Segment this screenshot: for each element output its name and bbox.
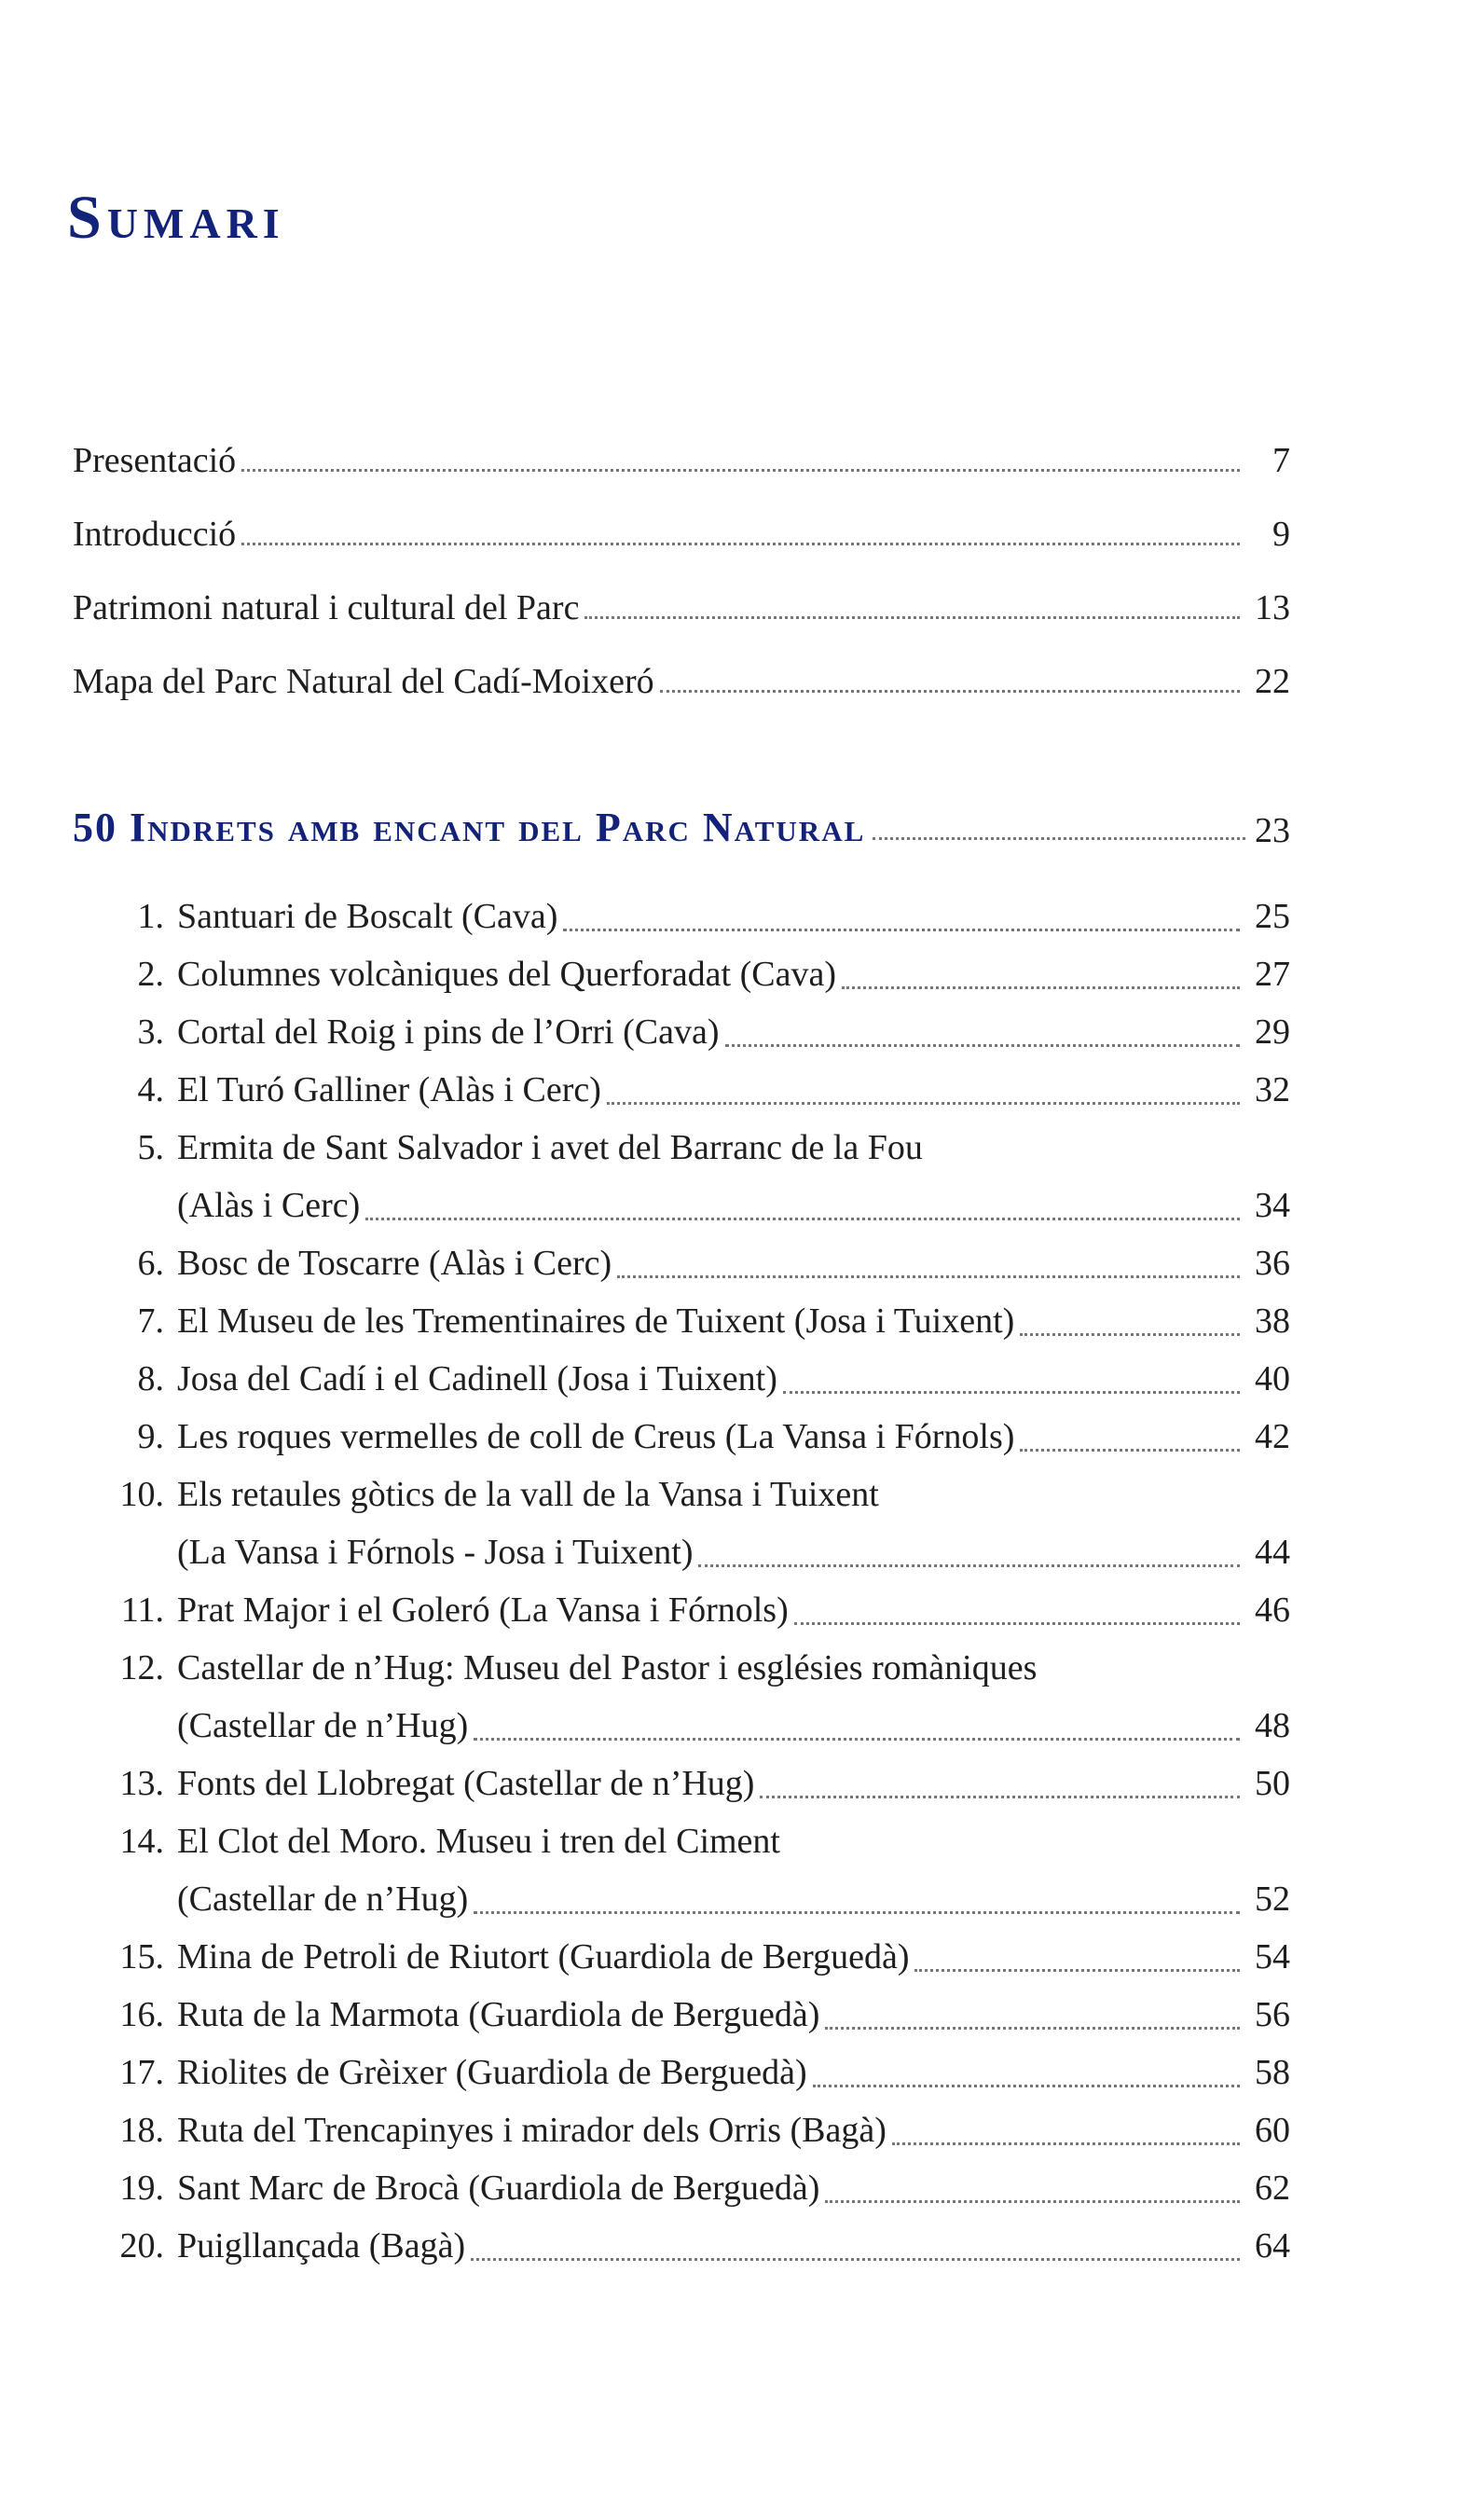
- item-title: El Museu de les Trementinaires de Tuixent (Josa i Tuixent): [177, 1301, 1015, 1341]
- item-body: [177, 1755, 1290, 1812]
- item-body: [177, 1119, 1290, 1234]
- item-page: 32: [1255, 1070, 1290, 1109]
- item-entry-line: [177, 1061, 1290, 1119]
- intro-entries: [73, 408, 1290, 703]
- toc-list-item: [89, 1639, 1290, 1755]
- leader-dots: [584, 616, 1240, 619]
- item-entry-line: [177, 1523, 1290, 1581]
- section-title: 50 Indrets amb encant del Parc Natural: [73, 805, 866, 850]
- leader-dots: [563, 929, 1240, 931]
- item-page: 60: [1255, 2111, 1290, 2150]
- item-entry-line: [177, 1986, 1290, 2044]
- item-page: 56: [1255, 1995, 1290, 2034]
- item-page: 46: [1255, 1590, 1290, 1630]
- item-page: 48: [1255, 1706, 1290, 1745]
- item-body: [177, 1639, 1290, 1755]
- leader-dots: [783, 1391, 1240, 1394]
- item-entry-line: [177, 2159, 1290, 2217]
- toc-entry: [73, 629, 1290, 703]
- leader-dots: [825, 2200, 1240, 2203]
- leader-dots: [365, 1218, 1240, 1220]
- item-page: 42: [1255, 1417, 1290, 1456]
- item-entry-line: [177, 1697, 1290, 1755]
- item-title: Ruta de la Marmota (Guardiola de Berguedà): [177, 1995, 820, 2034]
- entry-label: Presentació: [73, 441, 237, 480]
- item-body: [177, 1408, 1290, 1466]
- item-number: 2.: [137, 955, 164, 994]
- item-page: 34: [1255, 1186, 1290, 1225]
- toc-list-item: [89, 888, 1290, 945]
- item-title: Santuari de Boscalt (Cava): [177, 897, 558, 936]
- item-body: [177, 1466, 1290, 1581]
- item-title: Sant Marc de Brocà (Guardiola de Berguedà): [177, 2169, 820, 2208]
- entry-label: Mapa del Parc Natural del Cadí-Moixeró: [73, 662, 654, 701]
- item-title-line: [177, 1812, 1290, 1870]
- item-entry-line: [177, 1870, 1290, 1928]
- leader-dots: [474, 1911, 1240, 1914]
- leader-dots: [1020, 1449, 1240, 1452]
- item-body: [177, 888, 1290, 945]
- toc-list-item: [89, 2101, 1290, 2159]
- item-entry-line: [177, 888, 1290, 945]
- item-title: Les roques vermelles de coll de Creus (La Vansa i Fórnols): [177, 1417, 1015, 1456]
- toc-list-item: [89, 1928, 1290, 1986]
- item-number: 10.: [119, 1475, 164, 1514]
- entry-page: 7: [1272, 441, 1290, 480]
- toc-list-item: [89, 1466, 1290, 1581]
- item-subtitle: (La Vansa i Fórnols - Josa i Tuixent): [177, 1533, 694, 1572]
- item-entry-line: [177, 1003, 1290, 1061]
- item-title: El Clot del Moro. Museu i tren del Ciment: [177, 1822, 780, 1861]
- toc-list-item: [89, 1292, 1290, 1350]
- item-number: 5.: [137, 1128, 164, 1167]
- leader-dots: [660, 690, 1240, 693]
- item-body: [177, 2159, 1290, 2217]
- item-page: 27: [1255, 955, 1290, 994]
- item-title: Puigllançada (Bagà): [177, 2226, 466, 2265]
- section-heading: [73, 804, 1290, 851]
- item-entry-line: [177, 1234, 1290, 1292]
- toc-list-item: [89, 2044, 1290, 2101]
- item-page: 50: [1255, 1764, 1290, 1803]
- item-number: 11.: [120, 1590, 164, 1630]
- item-body: [177, 1003, 1290, 1061]
- item-number: 3.: [137, 1012, 164, 1052]
- toc-list-item: [89, 1986, 1290, 2044]
- item-entry-line: [177, 2217, 1290, 2275]
- leader-dots: [471, 2258, 1240, 2261]
- item-page: 40: [1255, 1359, 1290, 1398]
- item-title: Els retaules gòtics de la vall de la Vansa i Tuixent: [177, 1475, 879, 1514]
- item-title: El Turó Galliner (Alàs i Cerc): [177, 1070, 601, 1109]
- section-page: 23: [1255, 811, 1290, 850]
- item-body: [177, 1292, 1290, 1350]
- item-entry-line: [177, 1581, 1290, 1639]
- toc-list-item: [89, 1812, 1290, 1928]
- item-number: 8.: [137, 1359, 164, 1398]
- item-title: Bosc de Toscarre (Alàs i Cerc): [177, 1244, 612, 1283]
- leader-dots: [794, 1622, 1240, 1625]
- item-subtitle: (Castellar de n’Hug): [177, 1706, 469, 1745]
- item-title: Josa del Cadí i el Cadinell (Josa i Tuixent): [177, 1359, 777, 1398]
- leader-dots: [825, 2027, 1240, 2030]
- item-title: Cortal del Roig i pins de l’Orri (Cava): [177, 1012, 720, 1052]
- item-number: 20.: [119, 2226, 164, 2265]
- leader-dots: [760, 1796, 1240, 1798]
- entry-page: 22: [1255, 662, 1290, 701]
- leader-dots: [698, 1564, 1240, 1567]
- item-body: [177, 1581, 1290, 1639]
- item-page: 44: [1255, 1533, 1290, 1572]
- item-number: 7.: [137, 1301, 164, 1341]
- leader-dots: [241, 543, 1240, 545]
- item-number: 6.: [137, 1244, 164, 1283]
- item-number: 19.: [119, 2169, 164, 2208]
- leader-dots: [813, 2085, 1240, 2087]
- item-entry-line: [177, 1408, 1290, 1466]
- places-list: [89, 888, 1290, 2275]
- item-title-line: [177, 1119, 1290, 1177]
- toc-list-item: [89, 1581, 1290, 1639]
- leader-dots: [892, 2142, 1240, 2145]
- toc-entry: [73, 482, 1290, 556]
- item-body: [177, 1061, 1290, 1119]
- toc-list-item: [89, 1755, 1290, 1812]
- item-title: Ermita de Sant Salvador i avet del Barranc de la Fou: [177, 1128, 923, 1167]
- item-page: 25: [1255, 897, 1290, 936]
- toc-list-item: [89, 1003, 1290, 1061]
- leader-dots: [607, 1102, 1240, 1105]
- item-subtitle: (Castellar de n’Hug): [177, 1880, 469, 1919]
- entry-label: Introducció: [73, 515, 237, 554]
- item-entry-line: [177, 2101, 1290, 2159]
- item-title: Ruta del Trencapinyes i mirador dels Orris (Bagà): [177, 2111, 887, 2150]
- leader-dots: [842, 986, 1240, 989]
- item-number: 12.: [119, 1648, 164, 1687]
- toc-list-item: [89, 1234, 1290, 1292]
- item-subtitle: (Alàs i Cerc): [177, 1186, 361, 1225]
- item-number: 16.: [119, 1995, 164, 2034]
- item-body: [177, 2044, 1290, 2101]
- item-body: [177, 945, 1290, 1003]
- entry-page: 9: [1272, 515, 1290, 554]
- toc-list-item: [89, 2217, 1290, 2275]
- item-number: 1.: [137, 897, 164, 936]
- item-number: 18.: [119, 2111, 164, 2150]
- item-page: 62: [1255, 2169, 1290, 2208]
- item-body: [177, 1234, 1290, 1292]
- item-page: 58: [1255, 2053, 1290, 2092]
- item-number: 17.: [119, 2053, 164, 2092]
- leader-dots: [241, 469, 1240, 472]
- toc-list-item: [89, 2159, 1290, 2217]
- item-number: 4.: [137, 1070, 164, 1109]
- item-body: [177, 1350, 1290, 1408]
- item-title: Castellar de n’Hug: Museu del Pastor i esglésies romàniques: [177, 1648, 1038, 1687]
- page-title: Sumari: [67, 184, 285, 252]
- item-number: 9.: [137, 1417, 164, 1456]
- leader-dots: [725, 1044, 1241, 1047]
- leader-dots: [1020, 1333, 1240, 1336]
- item-title-line: [177, 1639, 1290, 1697]
- toc-list-item: [89, 1408, 1290, 1466]
- item-page: 64: [1255, 2226, 1290, 2265]
- item-page: 36: [1255, 1244, 1290, 1283]
- toc-list-item: [89, 1061, 1290, 1119]
- item-body: [177, 1928, 1290, 1986]
- toc-list-item: [89, 1119, 1290, 1234]
- item-page: 29: [1255, 1012, 1290, 1052]
- item-entry-line: [177, 945, 1290, 1003]
- item-number: 14.: [119, 1822, 164, 1861]
- item-title-line: [177, 1466, 1290, 1523]
- item-body: [177, 1812, 1290, 1928]
- item-entry-line: [177, 1755, 1290, 1812]
- item-entry-line: [177, 1928, 1290, 1986]
- item-number: 13.: [119, 1764, 164, 1803]
- toc-entry: [73, 556, 1290, 629]
- item-title: Mina de Petroli de Riutort (Guardiola de Berguedà): [177, 1937, 910, 1976]
- item-title: Riolites de Grèixer (Guardiola de Berguedà): [177, 2053, 807, 2092]
- item-number: 15.: [119, 1937, 164, 1976]
- toc-entry: [73, 408, 1290, 482]
- leader-dots: [914, 1969, 1240, 1972]
- item-page: 38: [1255, 1301, 1290, 1341]
- item-entry-line: [177, 2044, 1290, 2101]
- item-title: Columnes volcàniques del Querforadat (Cava): [177, 955, 836, 994]
- entry-page: 13: [1255, 588, 1290, 627]
- leader-dots: [474, 1738, 1240, 1741]
- toc-list-item: [89, 945, 1290, 1003]
- item-entry-line: [177, 1350, 1290, 1408]
- item-body: [177, 2101, 1290, 2159]
- leader-dots: [873, 837, 1245, 840]
- item-body: [177, 1986, 1290, 2044]
- item-body: [177, 2217, 1290, 2275]
- toc-list-item: [89, 1350, 1290, 1408]
- item-page: 52: [1255, 1880, 1290, 1919]
- item-entry-line: [177, 1177, 1290, 1234]
- item-page: 54: [1255, 1937, 1290, 1976]
- item-title: Fonts del Llobregat (Castellar de n’Hug): [177, 1764, 755, 1803]
- item-title: Prat Major i el Goleró (La Vansa i Fórnols): [177, 1590, 789, 1630]
- leader-dots: [617, 1275, 1240, 1278]
- entry-label: Patrimoni natural i cultural del Parc: [73, 588, 580, 627]
- item-entry-line: [177, 1292, 1290, 1350]
